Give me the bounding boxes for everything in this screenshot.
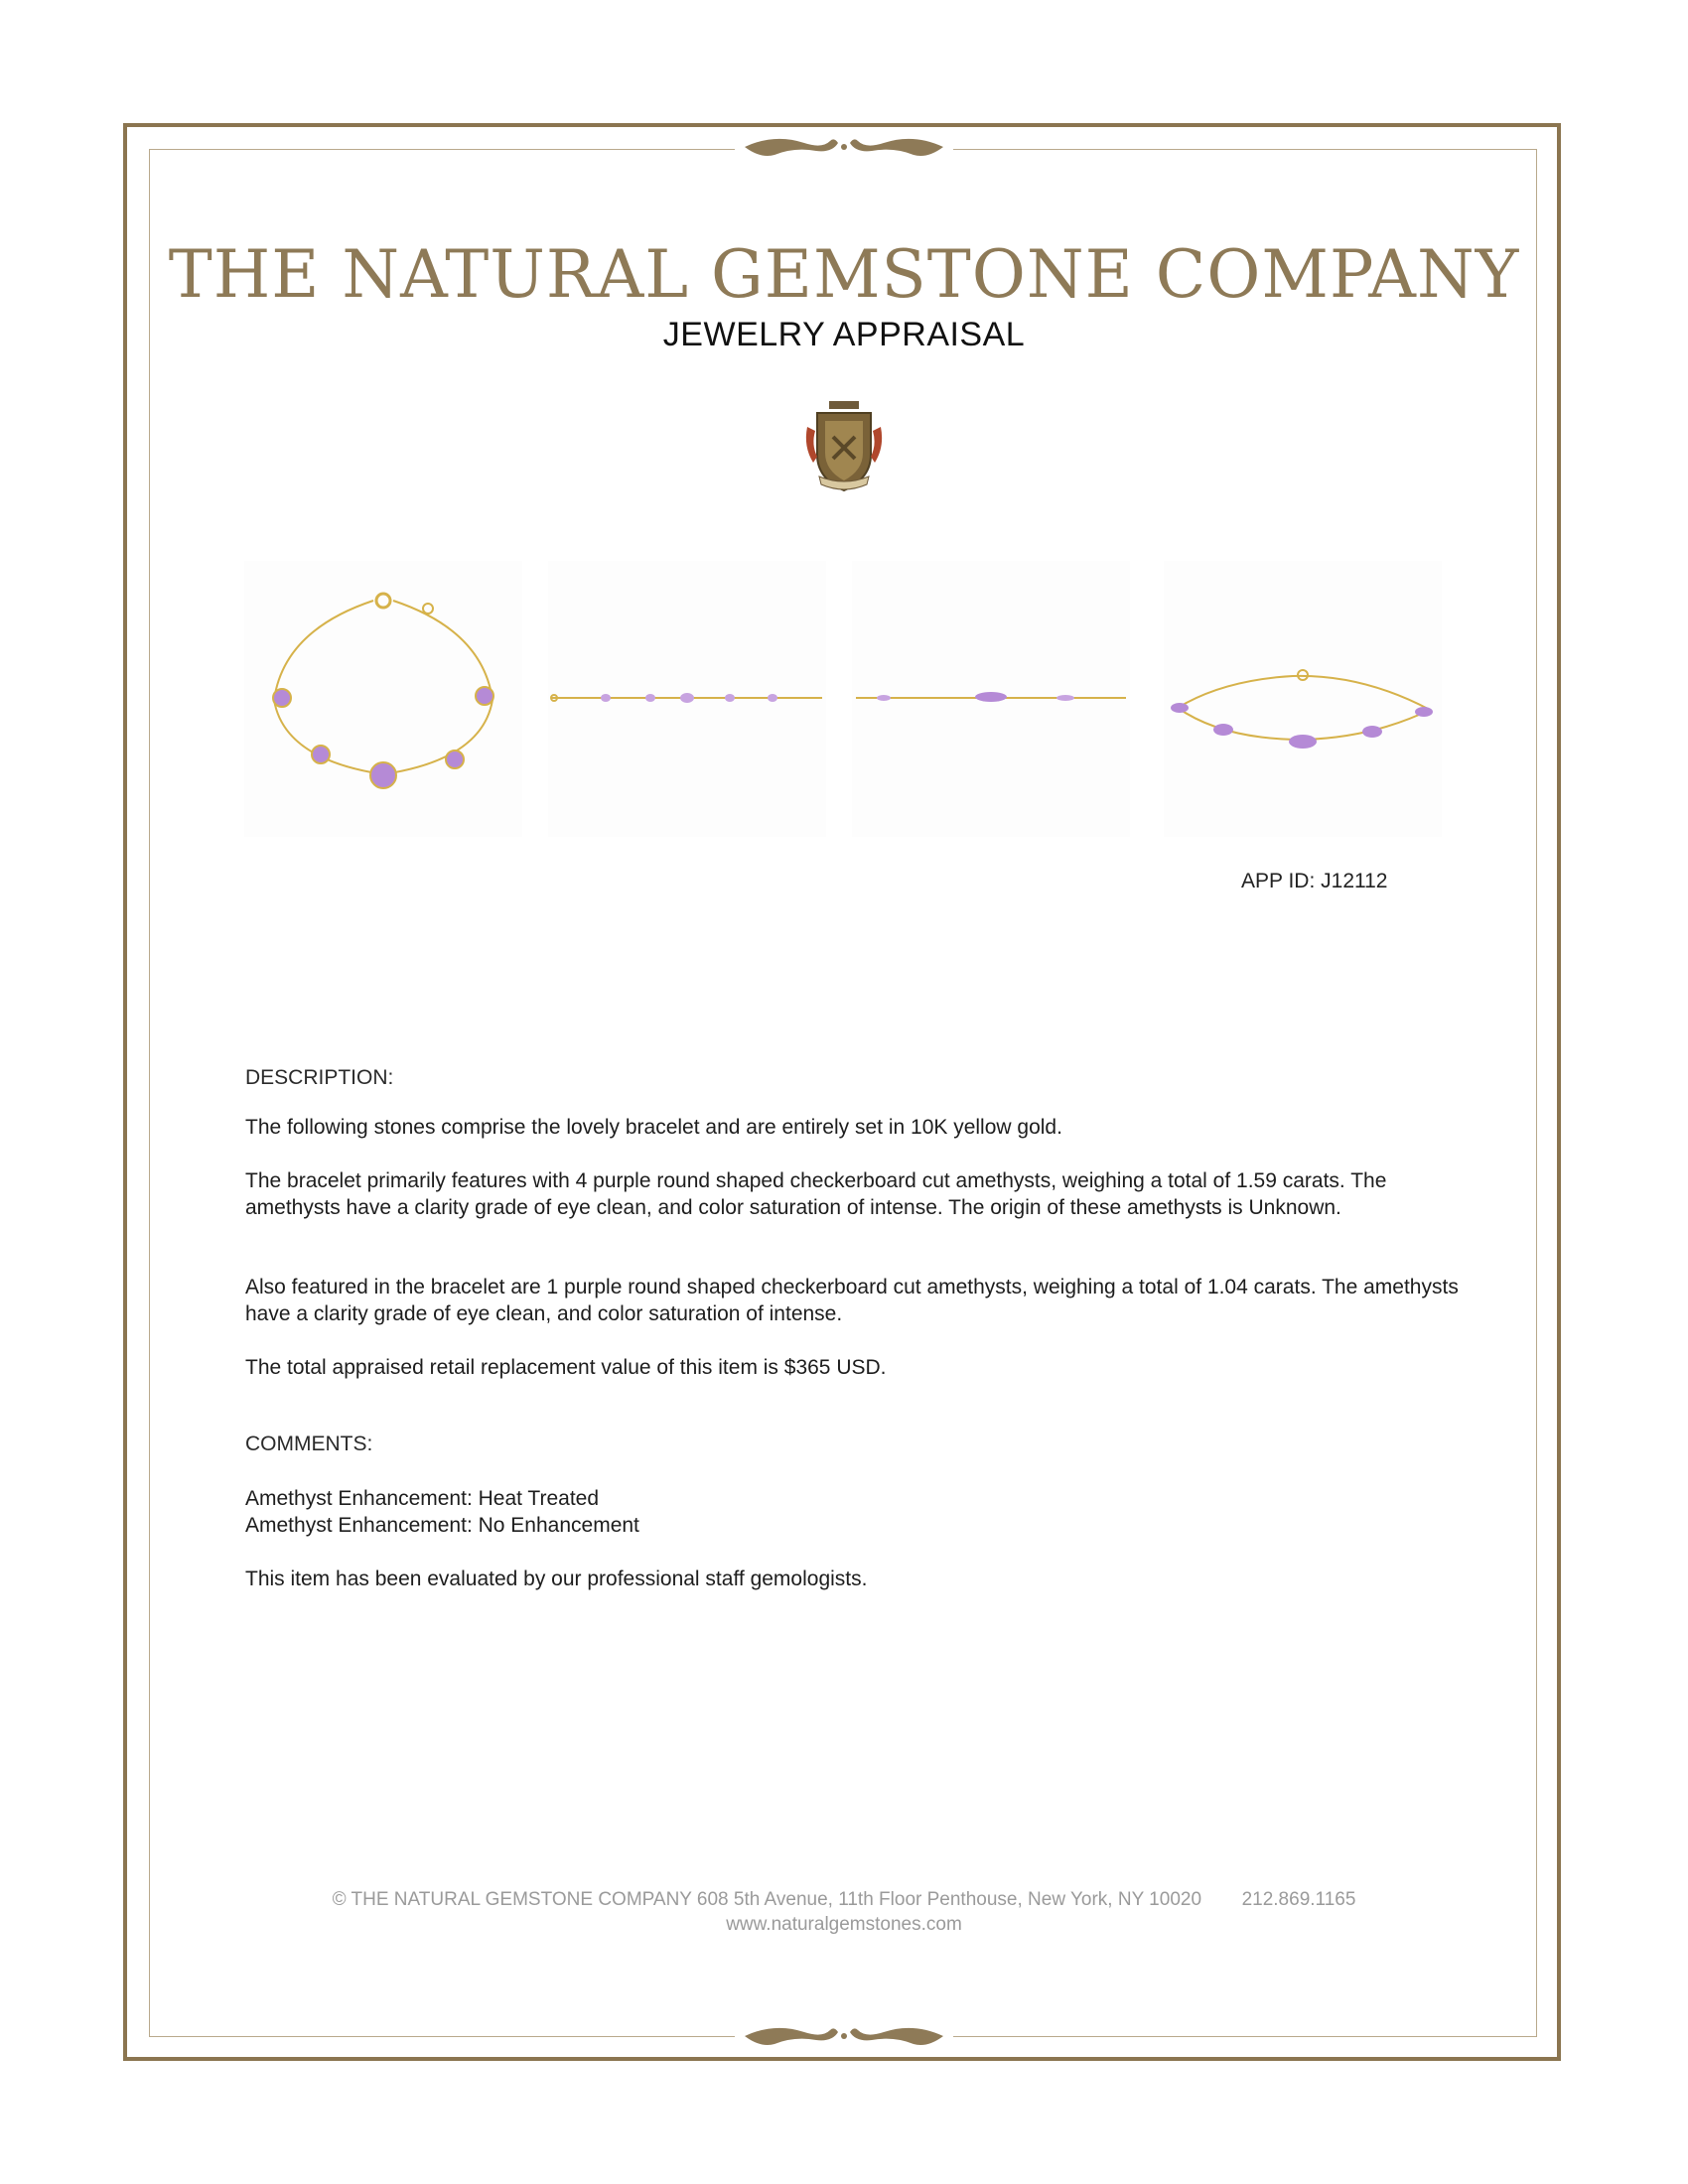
comment-line: Amethyst Enhancement: Heat Treated bbox=[245, 1487, 600, 1510]
flourish-ornament-top bbox=[735, 129, 953, 165]
flourish-ornament-bottom bbox=[735, 2018, 953, 2054]
footer-phone: 212.869.1165 bbox=[1241, 1889, 1356, 1910]
bracelet-angled-view-image bbox=[1164, 561, 1442, 837]
company-name: THE NATURAL GEMSTONE COMPANY bbox=[168, 236, 1520, 313]
footer-address: 608 5th Avenue, 11th Floor Penthouse, New York, NY 10020 bbox=[696, 1889, 1202, 1910]
description-heading: DESCRIPTION: bbox=[245, 1066, 394, 1089]
product-image-gallery bbox=[244, 561, 1446, 837]
bracelet-close-side-view-image bbox=[852, 561, 1130, 837]
comments-heading: COMMENTS: bbox=[245, 1433, 373, 1455]
bracelet-top-view-image bbox=[244, 561, 522, 837]
description-paragraph: The bracelet primarily features with 4 purple round shaped checkerboard cut amethysts, weighing a total of 1.59 carats. The amethysts have a clarity grade of eye clean, and color saturation of intense. The origin of these amethysts is Unknown. bbox=[245, 1169, 1387, 1219]
comment-line: This item has been evaluated by our professional staff gemologists. bbox=[245, 1568, 868, 1590]
comment-line: Amethyst Enhancement: No Enhancement bbox=[245, 1514, 639, 1537]
appraised-value-text: The total appraised retail replacement value of this item is $365 USD. bbox=[245, 1356, 887, 1379]
bracelet-flat-side-view-image bbox=[548, 561, 826, 837]
footer-contact-line bbox=[0, 1889, 1688, 1911]
footer-copyright: © THE NATURAL GEMSTONE COMPANY bbox=[332, 1889, 692, 1910]
heraldic-crest-logo-icon bbox=[799, 397, 889, 496]
footer-website-link[interactable]: www.naturalgemstones.com bbox=[726, 1914, 962, 1935]
description-paragraph: The following stones comprise the lovely bracelet and are entirely set in 10K yellow gold. bbox=[245, 1116, 1062, 1139]
document-title: JEWELRY APPRAISAL bbox=[662, 316, 1026, 353]
appraisal-id: APP ID: J12112 bbox=[1241, 870, 1388, 892]
description-paragraph: Also featured in the bracelet are 1 purple round shaped checkerboard cut amethysts, weighing a total of 1.04 carats. The amethysts have a clarity grade of eye clean, and color saturation of intense. bbox=[245, 1276, 1459, 1325]
